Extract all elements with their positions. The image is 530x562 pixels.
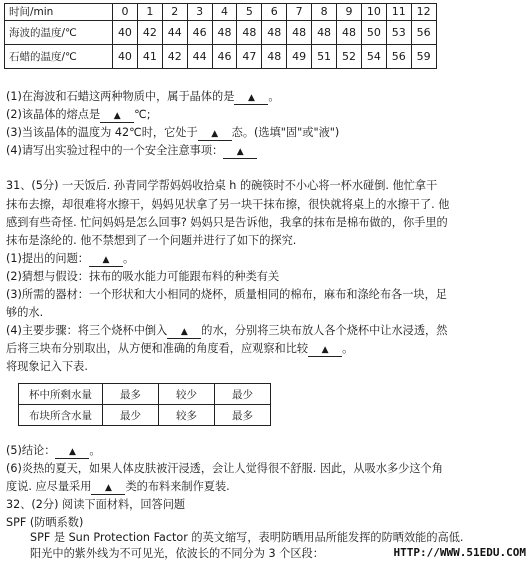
q31-intro-line: 抹布去擦，却很难将水擦干，妈妈见状拿了另一块干抹布擦，很快就将桌上的水擦干了. 他 bbox=[6, 198, 450, 211]
question-text: 类的布料来制作夏装. bbox=[125, 480, 230, 493]
table-cell: 较少 bbox=[159, 384, 215, 405]
table-cell: 42 bbox=[137, 21, 162, 45]
time-cell: 11 bbox=[386, 4, 411, 21]
answer-blank[interactable]: ▲ bbox=[167, 326, 201, 339]
question-text: 。 bbox=[268, 90, 280, 103]
q31-item-6-cont bbox=[6, 479, 230, 495]
q31-item-4-note: 将现象记入下表. bbox=[6, 360, 88, 373]
table-cell: 51 bbox=[312, 45, 337, 69]
table-cell: 56 bbox=[411, 21, 436, 45]
table-cell: 46 bbox=[187, 21, 212, 45]
table-cell: 48 bbox=[262, 45, 287, 69]
table-cell: 48 bbox=[262, 21, 287, 45]
table-cell: 48 bbox=[212, 21, 237, 45]
q31-item-6: (6)炎热的夏天，如果人体皮肤被汗浸透，会让人觉得很不舒服. 因此，从吸水多少这个角 bbox=[6, 462, 443, 475]
answer-blank[interactable]: ▲ bbox=[223, 146, 257, 159]
question-text: (1)在海波和石蜡这两种物质中，属于晶体的是 bbox=[6, 90, 235, 103]
table-cell: 44 bbox=[162, 21, 187, 45]
table-cell: 48 bbox=[287, 21, 312, 45]
question-text: 的水，分别将三块布放人各个烧杯中让水浸透，然 bbox=[201, 324, 448, 337]
q31-item-5 bbox=[6, 443, 101, 459]
table-cell: 47 bbox=[237, 45, 262, 69]
temperature-table bbox=[4, 3, 437, 69]
row-label: 海波的温度/℃ bbox=[5, 21, 113, 45]
row-label: 杯中所剩水量 bbox=[19, 384, 103, 405]
question-text: (2)该晶体的熔点是 bbox=[6, 108, 101, 121]
time-cell: 2 bbox=[162, 4, 187, 21]
q31-item-3-cont: 够的水. bbox=[6, 306, 44, 319]
table-cell: 52 bbox=[337, 45, 362, 69]
table-cell: 较多 bbox=[159, 405, 215, 426]
time-cell: 7 bbox=[287, 4, 312, 21]
table-cell: 最多 bbox=[215, 405, 271, 426]
answer-blank[interactable]: ▲ bbox=[55, 446, 89, 459]
table-cell: 54 bbox=[361, 45, 386, 69]
answer-blank[interactable]: ▲ bbox=[91, 482, 125, 495]
question-text: 后将三块布分别取出，从方便和准确的角度看，应观察和比较 bbox=[6, 342, 309, 355]
question-text: 度说. 应尽量采用 bbox=[6, 480, 92, 493]
question-text: (4)请写出实验过程中的一个安全注意事项： bbox=[6, 144, 224, 157]
q30-item-2 bbox=[6, 107, 151, 123]
question-text: 态。(选填"固"或"液") bbox=[231, 126, 340, 139]
table-row bbox=[19, 405, 271, 426]
table-cell: 48 bbox=[312, 21, 337, 45]
table-cell: 最多 bbox=[103, 384, 159, 405]
q31-intro-line: 抹布是涤纶的. 他不禁想到了一个问题并进行了如下的探究. bbox=[6, 234, 297, 247]
q31-item-4-cont bbox=[6, 341, 353, 357]
time-cell: 0 bbox=[113, 4, 138, 21]
table-cell: 42 bbox=[162, 45, 187, 69]
q32-paragraph-line: 阳光中的紫外线为不可见光，依波长的不同分为 3 个区段： bbox=[30, 547, 324, 560]
answer-blank[interactable]: ▲ bbox=[198, 128, 232, 141]
question-text: 。 bbox=[342, 342, 354, 355]
table-header-row bbox=[5, 4, 437, 21]
table-cell: 41 bbox=[137, 45, 162, 69]
table-cell: 40 bbox=[113, 45, 138, 69]
question-text: 。 bbox=[89, 444, 101, 457]
answer-blank[interactable]: ▲ bbox=[308, 344, 342, 357]
answer-blank[interactable]: ▲ bbox=[234, 92, 268, 105]
time-cell: 8 bbox=[312, 4, 337, 21]
table-cell: 49 bbox=[287, 45, 312, 69]
q30-item-3 bbox=[6, 125, 339, 141]
table-cell: 50 bbox=[361, 21, 386, 45]
q31-item-2: (2)猜想与假设：抹布的吸水能力可能跟布料的种类有关 bbox=[6, 270, 280, 283]
table-cell: 最少 bbox=[215, 384, 271, 405]
time-cell: 12 bbox=[411, 4, 436, 21]
table-cell: 44 bbox=[187, 45, 212, 69]
time-cell: 3 bbox=[187, 4, 212, 21]
table-row bbox=[5, 21, 437, 45]
q32-spf-title: SPF (防晒系数) bbox=[6, 516, 84, 529]
table-cell: 53 bbox=[386, 21, 411, 45]
row-label: 布块所含水量 bbox=[19, 405, 103, 426]
table-row bbox=[19, 384, 271, 405]
table-cell: 48 bbox=[237, 21, 262, 45]
table-cell: 46 bbox=[212, 45, 237, 69]
table-cell: 56 bbox=[386, 45, 411, 69]
question-text: ℃; bbox=[134, 108, 151, 121]
question-text: (3)当该晶体的温度为 42℃时，它处于 bbox=[6, 126, 198, 139]
table-cell: 59 bbox=[411, 45, 436, 69]
answer-blank[interactable]: ▲ bbox=[89, 254, 123, 267]
question-text: (1)提出的问题： bbox=[6, 252, 89, 265]
q31-item-1 bbox=[6, 251, 134, 267]
q31-intro-line: 31、(5分) 一天饭后. 孙青同学帮妈妈收拾桌 h 的碗筷时不小心将一杯水碰倒. 他忙拿干 bbox=[6, 179, 438, 192]
time-cell: 4 bbox=[212, 4, 237, 21]
question-text: 。 bbox=[122, 252, 135, 265]
time-cell: 1 bbox=[137, 4, 162, 21]
row-label: 石蜡的温度/℃ bbox=[5, 45, 113, 69]
q30-item-4 bbox=[6, 143, 257, 159]
site-watermark: HTTP://WWW.51EDU.COM bbox=[393, 546, 526, 559]
table-row bbox=[5, 45, 437, 69]
table-cell: 40 bbox=[113, 21, 138, 45]
q32-paragraph-line: SPF 是 Sun Protection Factor 的英文缩写，表明防晒用品所能发挥的防晒效能的高低. bbox=[30, 531, 464, 544]
question-text: (5)结论： bbox=[6, 444, 56, 457]
q30-item-1 bbox=[6, 89, 280, 105]
time-label: 时间/min bbox=[5, 4, 113, 21]
time-cell: 10 bbox=[361, 4, 386, 21]
q31-item-4 bbox=[6, 323, 447, 339]
time-cell: 5 bbox=[237, 4, 262, 21]
q32-heading: 32、(2分) 阅读下面材料，回答问题 bbox=[6, 498, 186, 511]
question-text: (4)主要步骤：将三个烧杯中倒入 bbox=[6, 324, 168, 337]
time-cell: 6 bbox=[262, 4, 287, 21]
answer-blank[interactable]: ▲ bbox=[100, 110, 134, 123]
q31-intro-line: 感到有些奇怪. 忙问妈妈是怎么回事? 妈妈只是告诉他，我拿的抹布是棉布做的，你手里的 bbox=[6, 216, 448, 229]
q31-item-3: (3)所需的器材：一个形状和大小相同的烧杯，质量相同的棉布，麻布和涤纶布各一块，足 bbox=[6, 288, 447, 301]
observation-table bbox=[18, 383, 271, 426]
table-cell: 48 bbox=[337, 21, 362, 45]
time-cell: 9 bbox=[337, 4, 362, 21]
table-cell: 最少 bbox=[103, 405, 159, 426]
